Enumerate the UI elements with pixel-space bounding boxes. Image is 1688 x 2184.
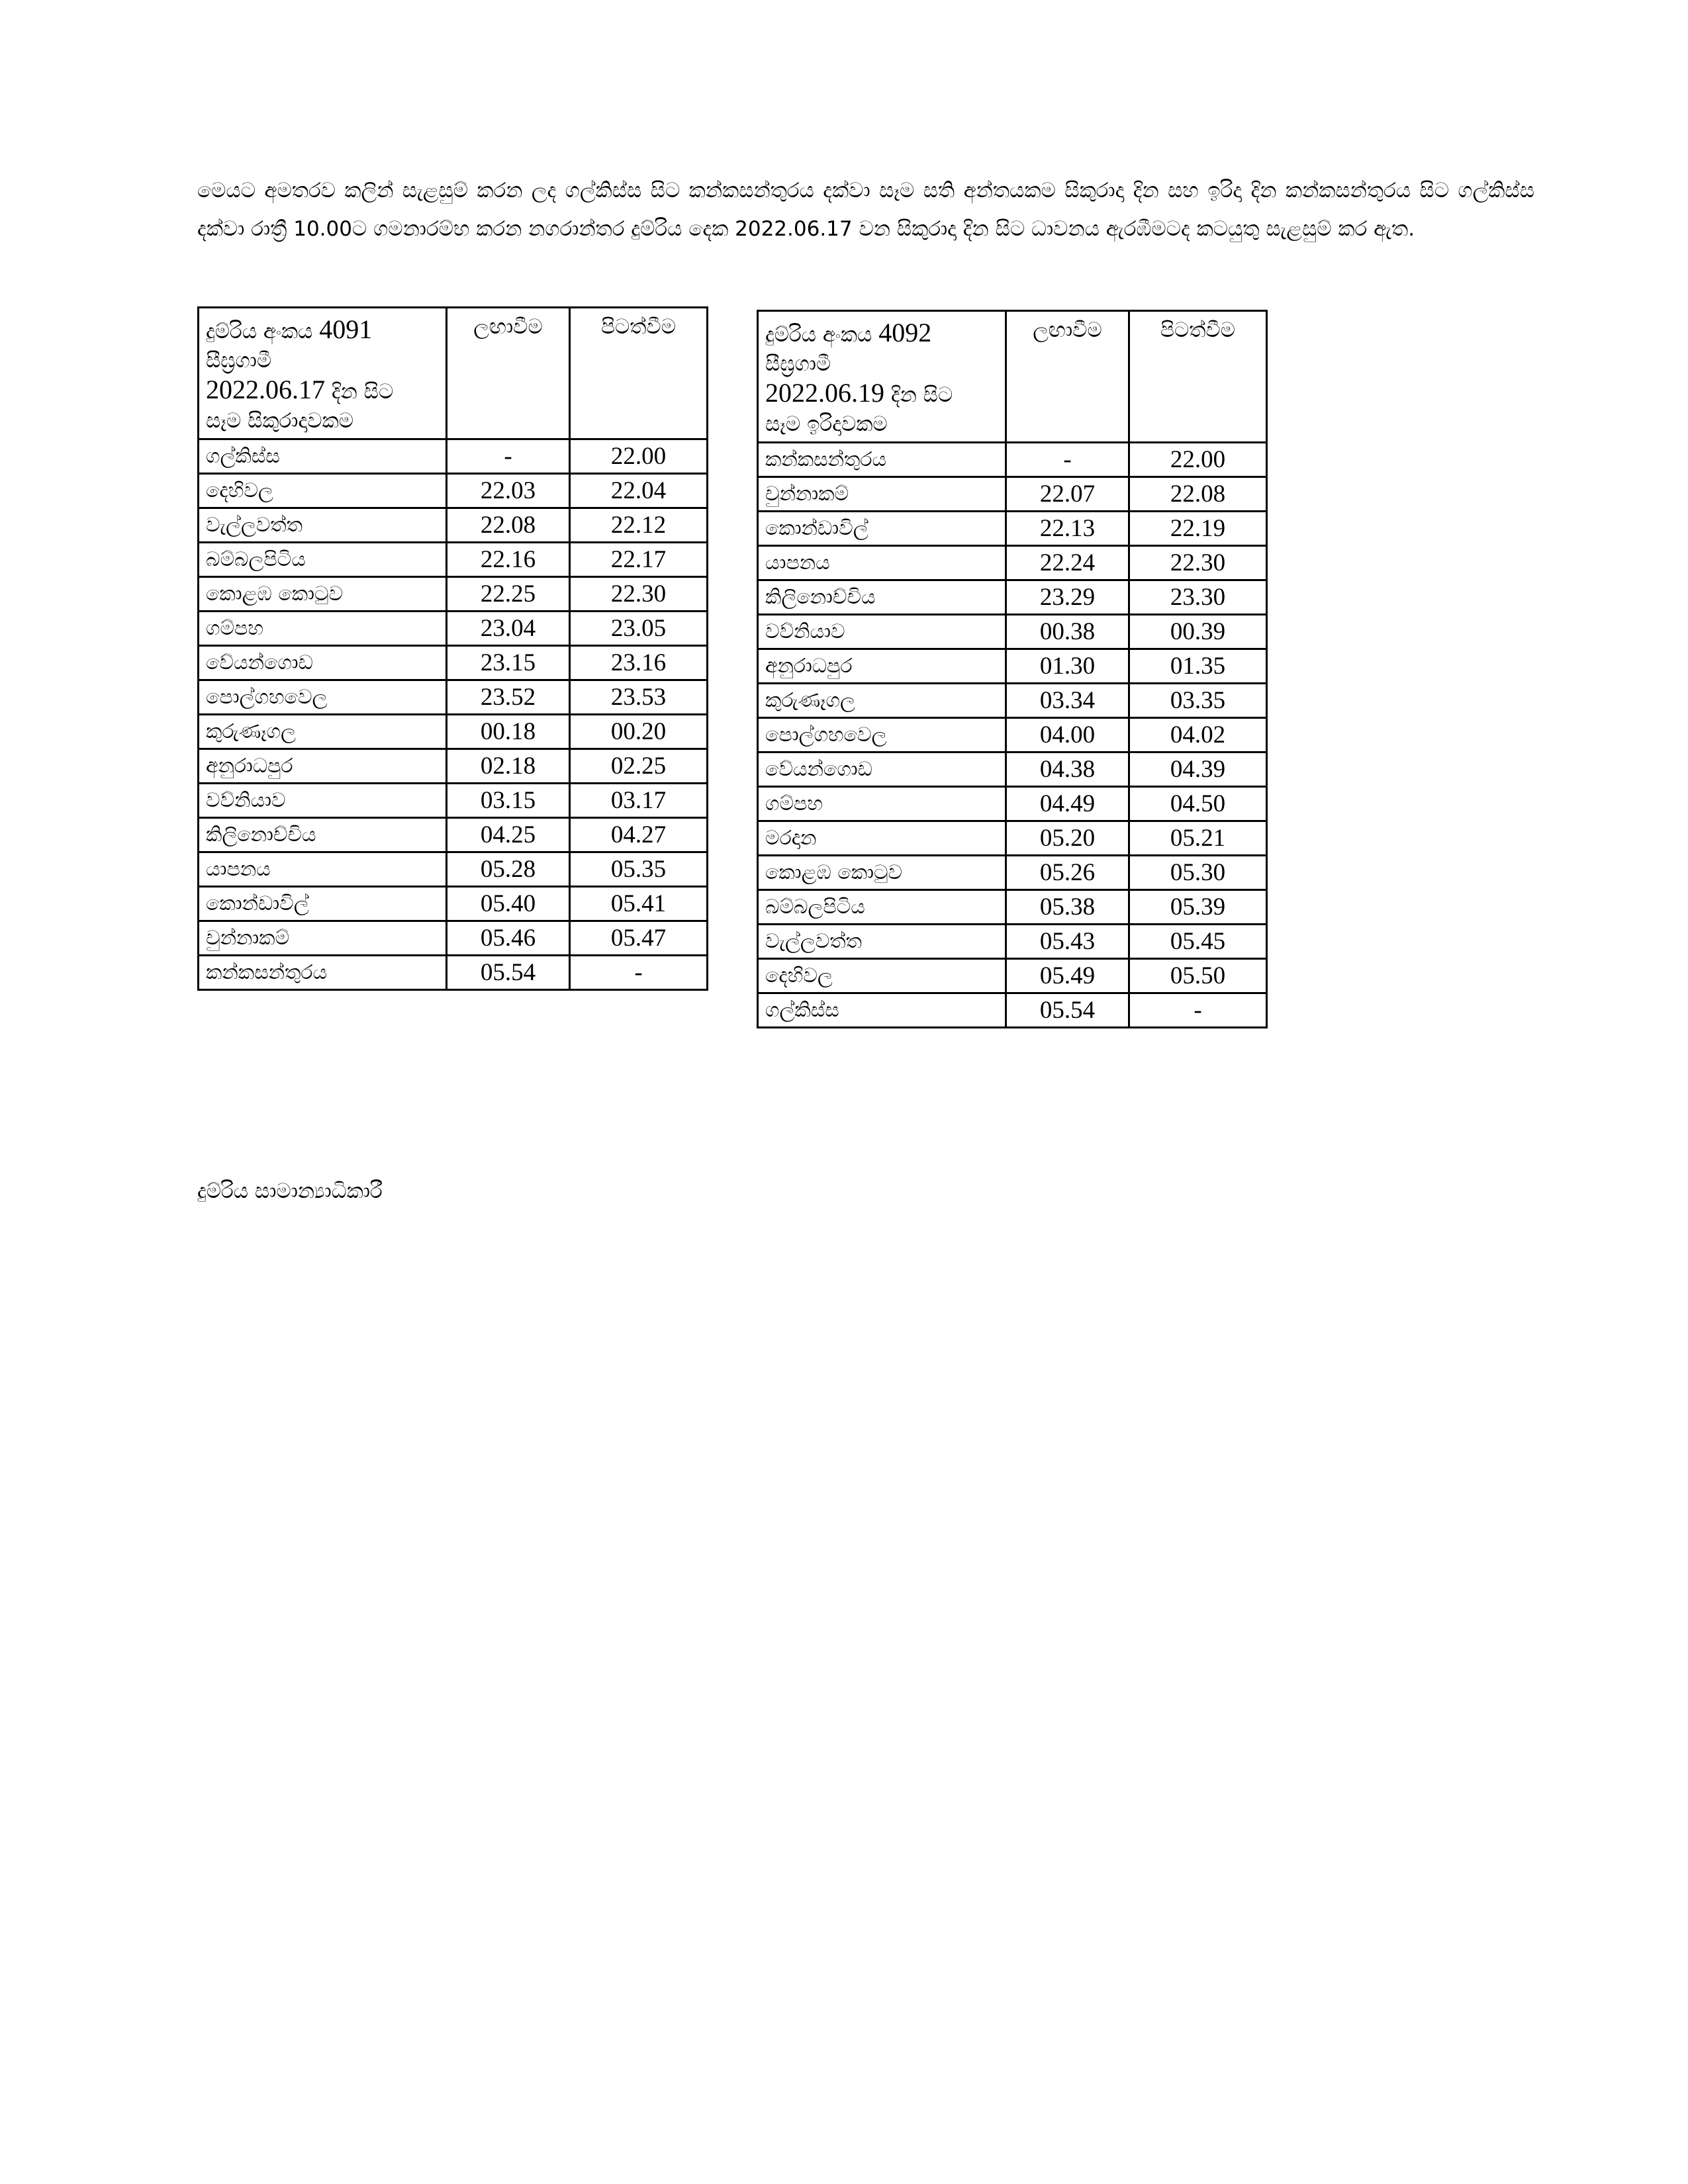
arrival-time-cell: 05.46 bbox=[447, 921, 570, 956]
station-name-cell: වේයන්ගොඩ bbox=[758, 752, 1006, 787]
arrival-time-cell: 03.15 bbox=[447, 784, 570, 818]
arrival-time-cell: 04.25 bbox=[447, 818, 570, 852]
station-row bbox=[758, 649, 1267, 684]
departure-time-cell: 04.39 bbox=[1129, 752, 1267, 787]
departure-time-cell: 05.21 bbox=[1129, 821, 1267, 856]
departure-column-header: පිටත්වීම bbox=[1129, 311, 1267, 443]
train-number: 4091 bbox=[319, 314, 373, 344]
station-name-cell: වව්නියාව bbox=[199, 784, 447, 818]
departure-time-cell: - bbox=[1129, 993, 1267, 1028]
arrival-time-cell: 22.08 bbox=[447, 508, 570, 543]
station-row bbox=[758, 856, 1267, 890]
departure-time-cell: 00.39 bbox=[1129, 615, 1267, 649]
departure-time-cell: 05.41 bbox=[570, 887, 708, 921]
arrival-time-cell: 22.07 bbox=[1006, 477, 1129, 512]
station-name-cell: යාපනය bbox=[199, 852, 447, 887]
arrival-time-cell: 05.28 bbox=[447, 852, 570, 887]
station-row bbox=[199, 887, 708, 921]
station-name-cell: වැල්ලවත්ත bbox=[758, 925, 1006, 959]
station-name-cell: යාපනය bbox=[758, 546, 1006, 580]
departure-time-cell: 22.30 bbox=[570, 577, 708, 612]
station-row bbox=[199, 749, 708, 784]
departure-column-header: පිටත්වීම bbox=[570, 308, 708, 439]
arrival-time-cell: 23.29 bbox=[1006, 580, 1129, 615]
station-name-cell: ගම්පහ bbox=[758, 787, 1006, 821]
station-name-cell: මරදාන bbox=[758, 821, 1006, 856]
arrival-time-cell: 22.13 bbox=[1006, 512, 1129, 546]
arrival-time-cell: 05.40 bbox=[447, 887, 570, 921]
departure-time-cell: 22.12 bbox=[570, 508, 708, 543]
station-name-cell: කොළඹ කොටුව bbox=[758, 856, 1006, 890]
station-row bbox=[758, 993, 1267, 1028]
station-name-cell: කුරුණෑගල bbox=[199, 715, 447, 749]
station-row bbox=[758, 752, 1267, 787]
arrival-time-cell: - bbox=[1006, 443, 1129, 477]
station-row bbox=[199, 646, 708, 680]
arrival-time-cell: 05.54 bbox=[447, 956, 570, 990]
station-name-cell: කිලිනොච්චිය bbox=[758, 580, 1006, 615]
arrival-time-cell: 23.52 bbox=[447, 680, 570, 715]
departure-time-cell: 23.53 bbox=[570, 680, 708, 715]
arrival-time-cell: 02.18 bbox=[447, 749, 570, 784]
station-row bbox=[758, 580, 1267, 615]
timetable-4091 bbox=[197, 306, 708, 991]
start-date: 2022.06.17 bbox=[206, 375, 325, 404]
station-row bbox=[758, 477, 1267, 512]
departure-time-cell: 23.30 bbox=[1129, 580, 1267, 615]
arrival-time-cell: 23.15 bbox=[447, 646, 570, 680]
station-row bbox=[199, 715, 708, 749]
station-name-cell: වව්නියාව bbox=[758, 615, 1006, 649]
departure-time-cell: 05.30 bbox=[1129, 856, 1267, 890]
timetable-4092 bbox=[757, 310, 1268, 1028]
departure-time-cell: 22.00 bbox=[570, 439, 708, 474]
station-name-cell: පොල්ගහවෙල bbox=[199, 680, 447, 715]
station-name-cell: කොළඹ කොටුව bbox=[199, 577, 447, 612]
station-name-cell: චුන්නාකම් bbox=[758, 477, 1006, 512]
departure-time-cell: 05.50 bbox=[1129, 959, 1267, 993]
departure-time-cell: 03.17 bbox=[570, 784, 708, 818]
station-row bbox=[758, 821, 1267, 856]
station-row bbox=[199, 612, 708, 646]
station-name-cell: දෙහිවල bbox=[758, 959, 1006, 993]
arrival-time-cell: 22.24 bbox=[1006, 546, 1129, 580]
station-row bbox=[199, 543, 708, 577]
station-name-cell: කන්කසන්තුරය bbox=[758, 443, 1006, 477]
departure-time-cell: 22.30 bbox=[1129, 546, 1267, 580]
station-name-cell: වේයන්ගොඩ bbox=[199, 646, 447, 680]
station-name-cell: කොන්ඩාවිල් bbox=[199, 887, 447, 921]
station-name-cell: ගම්පහ bbox=[199, 612, 447, 646]
station-row bbox=[758, 925, 1267, 959]
notice-paragraph: මෙයට අමතරව කලින් සැළසුම් කරන ලද ගල්කිස්ස සිට කන්කසන්තුරය දක්වා සෑම සති අන්තයකම සිකුරාදා දින සහ ඉරිදා දින කන්කසන්තුරය සිට ගල්කිස්ස දක්වා රාත්‍රී 10.00ට ගමනාරම්භ කරන නගරාන්තර දුම්රිය දෙක 2022.06.17 වන සිකුරාදා දින සිට ධාවනය ඇරඹීමටද කටයුතු සැළසුම් කර ඇත. bbox=[197, 179, 1534, 241]
station-name-cell: වැල්ලවත්ත bbox=[199, 508, 447, 543]
arrival-time-cell: 22.25 bbox=[447, 577, 570, 612]
departure-time-cell: 22.17 bbox=[570, 543, 708, 577]
station-name-cell: දෙහිවල bbox=[199, 474, 447, 508]
station-row bbox=[199, 680, 708, 715]
station-row bbox=[758, 890, 1267, 925]
station-row bbox=[758, 512, 1267, 546]
departure-time-cell: 22.19 bbox=[1129, 512, 1267, 546]
arrival-time-cell: 03.34 bbox=[1006, 684, 1129, 718]
station-name-cell: කිලිනොච්චිය bbox=[199, 818, 447, 852]
station-row bbox=[199, 508, 708, 543]
station-row bbox=[199, 956, 708, 990]
departure-time-cell: 04.27 bbox=[570, 818, 708, 852]
arrival-time-cell: 05.20 bbox=[1006, 821, 1129, 856]
station-name-cell: චුන්නාකම් bbox=[199, 921, 447, 956]
station-name-cell: කුරුණෑගල bbox=[758, 684, 1006, 718]
train-number-label: දුම්රිය අංකය bbox=[206, 320, 313, 343]
arrival-time-cell: 05.43 bbox=[1006, 925, 1129, 959]
arrival-time-cell: 04.49 bbox=[1006, 787, 1129, 821]
arrival-time-cell: 05.26 bbox=[1006, 856, 1129, 890]
arrival-column-header: ලඟාවීම bbox=[1006, 311, 1129, 443]
train-class: සීඝ්‍රගාමී bbox=[765, 352, 831, 376]
arrival-time-cell: 04.38 bbox=[1006, 752, 1129, 787]
station-row bbox=[758, 684, 1267, 718]
start-date-suffix: දින සිට bbox=[890, 383, 953, 407]
station-row bbox=[758, 959, 1267, 993]
station-row bbox=[199, 577, 708, 612]
station-row bbox=[758, 787, 1267, 821]
train-title-cell bbox=[199, 308, 447, 439]
departure-time-cell: 05.47 bbox=[570, 921, 708, 956]
run-day: සෑම ඉරිදාවකම bbox=[765, 412, 888, 436]
departure-time-cell: 22.00 bbox=[1129, 443, 1267, 477]
station-name-cell: බම්බලපිටිය bbox=[199, 543, 447, 577]
arrival-column-header: ලඟාවීම bbox=[447, 308, 570, 439]
train-title-cell bbox=[758, 311, 1006, 443]
station-row bbox=[758, 546, 1267, 580]
station-row bbox=[199, 474, 708, 508]
departure-time-cell: 23.16 bbox=[570, 646, 708, 680]
departure-time-cell: 22.08 bbox=[1129, 477, 1267, 512]
arrival-time-cell: 05.54 bbox=[1006, 993, 1129, 1028]
timetable-header bbox=[758, 311, 1267, 443]
departure-time-cell: 05.39 bbox=[1129, 890, 1267, 925]
arrival-time-cell: 22.16 bbox=[447, 543, 570, 577]
departure-time-cell: 01.35 bbox=[1129, 649, 1267, 684]
train-number-label: දුම්රිය අංකය bbox=[765, 323, 872, 347]
departure-time-cell: - bbox=[570, 956, 708, 990]
arrival-time-cell: 00.38 bbox=[1006, 615, 1129, 649]
station-name-cell: කන්කසන්තුරය bbox=[199, 956, 447, 990]
arrival-time-cell: 22.03 bbox=[447, 474, 570, 508]
arrival-time-cell: 01.30 bbox=[1006, 649, 1129, 684]
arrival-time-cell: 00.18 bbox=[447, 715, 570, 749]
timetable-header bbox=[199, 308, 708, 439]
departure-time-cell: 04.02 bbox=[1129, 718, 1267, 752]
arrival-time-cell: 05.38 bbox=[1006, 890, 1129, 925]
departure-time-cell: 02.25 bbox=[570, 749, 708, 784]
station-row bbox=[199, 818, 708, 852]
station-name-cell: බම්බලපිටිය bbox=[758, 890, 1006, 925]
station-name-cell: කොන්ඩාවිල් bbox=[758, 512, 1006, 546]
station-name-cell: ගල්කිස්ස bbox=[758, 993, 1006, 1028]
train-class: සීඝ්‍රගාමී bbox=[206, 349, 272, 373]
departure-time-cell: 23.05 bbox=[570, 612, 708, 646]
station-row bbox=[199, 921, 708, 956]
train-number: 4092 bbox=[878, 318, 932, 347]
start-date-suffix: දින සිට bbox=[331, 380, 394, 404]
departure-time-cell: 04.50 bbox=[1129, 787, 1267, 821]
station-name-cell: අනුරාධපුර bbox=[199, 749, 447, 784]
arrival-time-cell: - bbox=[447, 439, 570, 474]
departure-time-cell: 00.20 bbox=[570, 715, 708, 749]
station-row bbox=[199, 784, 708, 818]
signature: දුම්රිය සාමාන්‍යාධිකාරී bbox=[197, 1179, 383, 1203]
departure-time-cell: 05.45 bbox=[1129, 925, 1267, 959]
departure-time-cell: 22.04 bbox=[570, 474, 708, 508]
departure-time-cell: 03.35 bbox=[1129, 684, 1267, 718]
station-row bbox=[199, 852, 708, 887]
station-name-cell: ගල්කිස්ස bbox=[199, 439, 447, 474]
start-date: 2022.06.19 bbox=[765, 378, 884, 408]
run-day: සෑම සිකුරාදාවකම bbox=[206, 409, 353, 433]
arrival-time-cell: 23.04 bbox=[447, 612, 570, 646]
arrival-time-cell: 05.49 bbox=[1006, 959, 1129, 993]
arrival-time-cell: 04.00 bbox=[1006, 718, 1129, 752]
station-row bbox=[758, 443, 1267, 477]
station-name-cell: පොල්ගහවෙල bbox=[758, 718, 1006, 752]
departure-time-cell: 05.35 bbox=[570, 852, 708, 887]
station-row bbox=[758, 615, 1267, 649]
station-name-cell: අනුරාධපුර bbox=[758, 649, 1006, 684]
station-row bbox=[199, 439, 708, 474]
station-row bbox=[758, 718, 1267, 752]
